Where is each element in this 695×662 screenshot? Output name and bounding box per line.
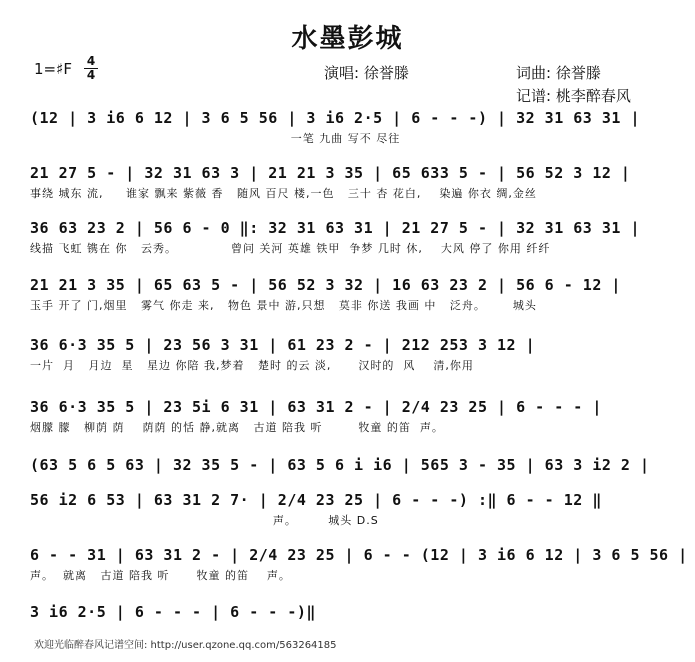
transcriber-credit: 记谱: 桃李醉春风 xyxy=(516,87,631,105)
lyrics: 线描 飞虹 镌在 你 云秀。 曾问 关河 英雄 铁甲 争梦 几时 休, 大风 停了 你用 纤纤 xyxy=(30,242,551,255)
score-line xyxy=(30,545,688,583)
notation: 36 6·3 35 5 | 23 56 3 31 | 61 23 2 - | 212 253 3 12 | xyxy=(30,336,536,354)
score-line xyxy=(30,490,668,528)
notation: (63 5 6 5 63 | 32 35 5 - | 63 5 6 i i6 | 565 3 - 35 | 63 3 i2 2 | xyxy=(30,456,650,474)
key-signature: 1=♯F xyxy=(34,60,72,78)
lyrics: 事绕 城东 流, 谁家 飘来 紫薇 香 随风 百尺 楼,一色 三十 杏 花白, 染遍 你衣 绸,金丝 xyxy=(30,187,537,200)
score-line xyxy=(30,335,668,373)
notation: (12 | 3 i6 6 12 | 3 6 5 56 | 3 i6 2·5 | 6 - - -) | 32 31 63 31 | xyxy=(30,109,640,127)
lyrics: 玉手 开了 门,烟里 雾气 你走 来, 物色 景中 游,只想 莫非 你送 我画 中 泛舟。 城头 xyxy=(30,299,537,312)
score-line xyxy=(30,397,668,435)
time-signature-top: 4 xyxy=(86,54,96,68)
footer-note: 欢迎光临醉春风记谱空间: http://user.qzone.qq.com/563264185 xyxy=(34,640,337,651)
notation: 6 - - 31 | 63 31 2 - | 2/4 23 25 | 6 - - (12 | 3 i6 6 12 | 3 6 5 56 | xyxy=(30,546,688,564)
score-title: 水墨彭城 xyxy=(291,24,404,54)
score-line xyxy=(30,108,668,146)
score-line xyxy=(30,455,668,479)
lyrics: 一笔 九曲 写不 尽往 xyxy=(30,132,401,145)
notation: 36 63 23 2 | 56 6 - 0 ‖: 32 31 63 31 | 21 27 5 - | 32 31 63 31 | xyxy=(30,219,640,237)
score-line xyxy=(30,275,668,313)
lyrics: 声。 城头 D.S xyxy=(30,514,379,527)
composer-credit: 词曲: 徐誉滕 xyxy=(516,64,601,82)
lyrics: 一片 月 月边 星 星边 你陪 我,梦着 楚时 的云 淡, 汉时的 风 清,你用 xyxy=(30,359,474,372)
singer-credit: 演唱: 徐誉滕 xyxy=(324,64,409,82)
score-line xyxy=(30,218,668,256)
lyrics: 烟朦 朦 柳荫 荫 荫荫 的恬 静,就离 古道 陪我 听 牧童 的笛 声。 xyxy=(30,421,444,434)
notation: 3 i6 2·5 | 6 - - - | 6 - - -)‖ xyxy=(30,603,316,621)
score-line xyxy=(30,602,668,626)
notation: 21 21 3 35 | 65 63 5 - | 56 52 3 32 | 16 63 23 2 | 56 6 - 12 | xyxy=(30,276,621,294)
notation: 36 6·3 35 5 | 23 5i 6 31 | 63 31 2 - | 2/4 23 25 | 6 - - - | xyxy=(30,398,602,416)
score-line xyxy=(30,163,668,201)
notation: 56 i2 6 53 | 63 31 2 7· | 2/4 23 25 | 6 - - -) :‖ 6 - - 12 ‖ xyxy=(30,491,602,509)
time-signature-bottom: 4 xyxy=(86,68,96,82)
notation: 21 27 5 - | 32 31 63 3 | 21 21 3 35 | 65 633 5 - | 56 52 3 12 | xyxy=(30,164,631,182)
time-signature xyxy=(84,56,98,81)
lyrics: 声。 就离 古道 陪我 听 牧童 的笛 声。 xyxy=(30,569,291,582)
